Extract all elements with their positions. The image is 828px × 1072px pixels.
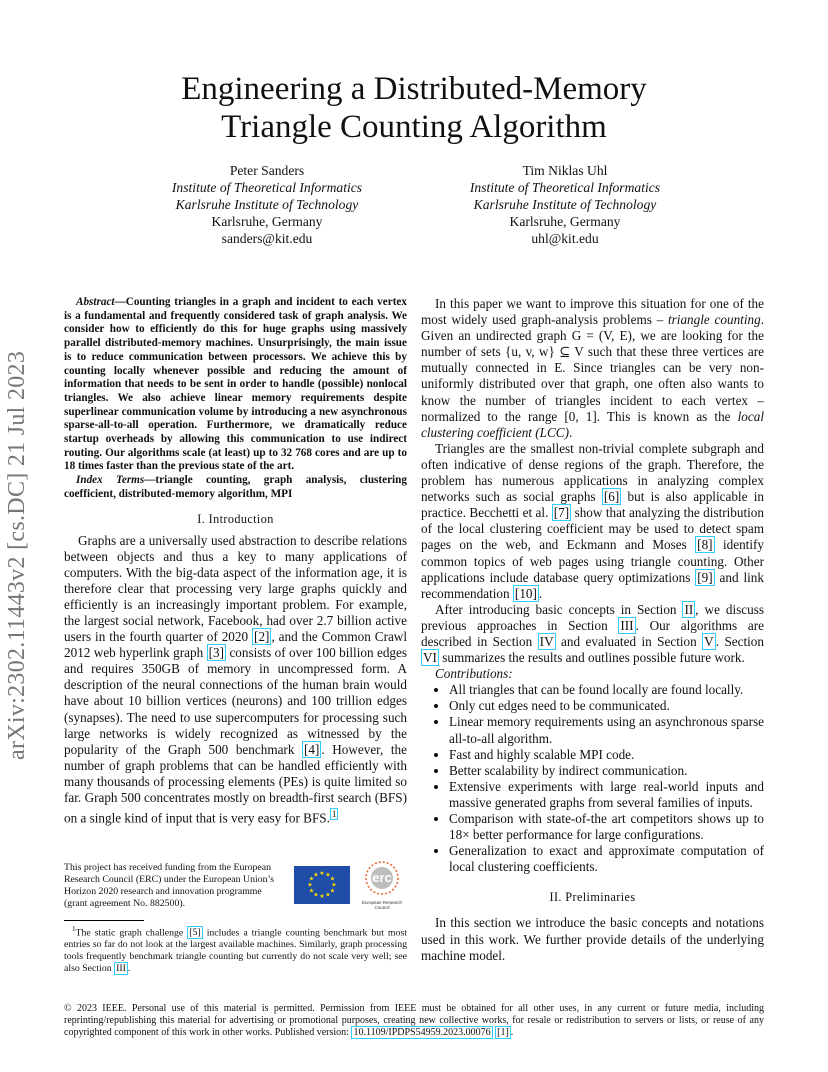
emphasis-text: local clustering coefficient (LCC) [421, 408, 764, 440]
footnote-text: includes a triangle counting benchmark but most entries so far do not look at the largest available machines. Similarly, graph processing tools frequently benchmark triangle counting but currently do not scale very well; see also Section [64, 927, 407, 974]
author-block-1 [117, 162, 417, 247]
body-text: . Section [715, 633, 764, 649]
list-item: • Linear memory requirements using an asynchronous sparse all-to-all algorithm. [449, 714, 764, 746]
author-location: Karlsruhe, Germany [211, 214, 323, 229]
contributions-label: Contributions: [435, 666, 513, 682]
footnote-text: . [127, 962, 131, 974]
body-text: Triangles are the smallest non-trivial complete subgraph and often indicative of dense regions of the graph. Therefore, the problem has numerous applications in analyzing complex networks such as social graphs [421, 440, 764, 505]
body-text: identify common topics of web pages using triangle counting. Other applications include database query optimizations [421, 537, 764, 585]
list-item: • Fast and highly scalable MPI code. [449, 747, 764, 763]
body-text: After introducing basic concepts in Section [435, 601, 683, 617]
body-text: . [568, 424, 573, 440]
footnote-rule [64, 920, 144, 921]
body-text: and evaluated in Section [555, 633, 703, 649]
emphasis-text: triangle counting [668, 312, 761, 328]
list-item: • Comparison with state-of-the art competitors shows up to 18× better performance for large configurations. [449, 811, 764, 843]
list-item: • Better scalability by indirect communication. [449, 763, 764, 779]
body-text: consists of over 100 billion edges and requires 350GB of memory in uncompressed form. A description of the neural connections of the human brain would have about 10 billion vertices (neurons) and 100 trillion edges (synapses). The need to use supercomputers for processing such large networks is widely recognized as witnessed by the popularity of the Graph 500 benchmark [64, 645, 407, 757]
svg-text:★: ★ [331, 881, 337, 889]
citation-link[interactable]: [8] [697, 537, 713, 553]
section-link[interactable]: V [704, 633, 714, 649]
body-text: . Our algorithms are described in Section [421, 617, 764, 649]
section-heading: I. Introduction [197, 511, 274, 526]
erc-logo-text: erc [372, 870, 392, 885]
contributions-list [421, 682, 764, 875]
citation-link[interactable]: [7] [553, 505, 570, 521]
body-text: show that analyzing the distribution of the local clustering coefficient may be used to detect spam pages on the web, and Eckmann and Moses [421, 505, 764, 553]
author-affiliation: Institute of Theoretical Informatics [469, 180, 661, 195]
body-text: but is also applicable in practice. Becchetti et al. [421, 489, 764, 521]
copyright-text: . [510, 1027, 514, 1038]
section-link[interactable]: II [684, 601, 694, 617]
svg-text:★: ★ [308, 887, 315, 895]
footnote [64, 924, 407, 975]
body-text: . Given an undirected graph G = (V, E), we are looking for the number of sets {u, v, w} ⊆ V such that these three vertices are mutually connected in E. Since triangles can be very non-uniformly distributed over that graph, one often also wants to know the number of triangles incident to each vertex – normalized to the range [0, 1]. This is known as the [421, 312, 764, 424]
abstract-text: —Counting triangles in a graph and incident to each vertex is a fundamental and frequently considered task of graph analysis. We consider how to efficiently do this for huge graphs using massively parallel distributed-memory machines. Unsurprisingly, the main issue is to reduce communication between processors. We achieve this by counting locally whenever possible and reducing the amount of information that needs to be sent in order to handle (possible) nonlocal triangles. We also achieve linear memory requirements despite superlinear communication volume by introducing a new asynchronous sparse-all-to-all operation. Furthermore, we dramatically reduce startup overheads by allowing this communication to use indirect routing. Our algorithms scale (at least) up to 32 768 cores and are up to 18 times faster than the previous state of the art. [64, 296, 407, 473]
citation-link[interactable]: [3] [208, 645, 225, 661]
section-link[interactable]: IV [539, 633, 554, 649]
svg-text:★: ★ [319, 870, 325, 877]
body-text: summarizes the results and outlines possible future work. [438, 650, 745, 666]
author-affiliation: Institute of Theoretical Informatics [171, 180, 363, 195]
list-item: • All triangles that can be found locally are found locally. [449, 682, 764, 698]
doi-link[interactable]: 10.1109/IPDPS54959.2023.00076 [353, 1027, 491, 1038]
list-item: • Only cut edges need to be communicated. [449, 698, 764, 714]
body-text: . [538, 585, 543, 601]
footnote-mark: 1 [72, 925, 76, 933]
index-terms-label: Index Terms [76, 474, 145, 487]
left-column [64, 296, 407, 827]
intro-paragraph [64, 533, 407, 827]
author-email: sanders@kit.edu [221, 231, 313, 246]
body-text: and link recommendation [421, 569, 764, 601]
citation-link[interactable]: [2] [254, 629, 270, 645]
svg-text:★: ★ [329, 887, 336, 895]
section-link[interactable]: III [620, 617, 634, 633]
eu-stars-icon [294, 866, 350, 904]
right-column [421, 296, 764, 964]
citation-link[interactable]: [9] [697, 569, 713, 585]
svg-text:★: ★ [308, 875, 315, 883]
author-block-2 [415, 162, 715, 247]
citation-link[interactable]: [10] [514, 585, 537, 601]
abstract-label: Abstract [76, 296, 115, 308]
author-affiliation: Karlsruhe Institute of Technology [175, 197, 359, 212]
body-text: , and the Common Crawl 2012 web hyperlink graph [64, 629, 407, 661]
citation-link[interactable]: [4] [303, 741, 320, 757]
author-location: Karlsruhe, Germany [509, 214, 621, 229]
footnote-text: The static graph challenge [75, 927, 188, 939]
body-text: , we discuss previous approaches in Section [421, 601, 764, 633]
citation-link[interactable]: [5] [189, 927, 201, 939]
copyright-text: © 2023 IEEE. Personal use of this material is permitted. Permission from IEEE must be obtained for all other uses, in any current or future media, including reprinting/republishing this material for advertising or promotional purposes, creating new collective works, for resale or redistribution to servers or lists, or reuse of any copyrighted component of this work in other works. Published version: [64, 1003, 764, 1038]
copyright-notice [64, 1003, 764, 1039]
author-affiliation: Karlsruhe Institute of Technology [473, 197, 657, 212]
index-terms-text: —triangle counting, graph analysis, clustering coefficient, distributed-memory algorithm, MPI [64, 474, 407, 500]
abstract [64, 296, 407, 502]
svg-text:★: ★ [329, 875, 336, 883]
arxiv-stamp: arXiv:2302.11443v2 [cs.DC] 21 Jul 2023 [4, 350, 30, 760]
svg-text:★: ★ [313, 891, 319, 899]
citation-link[interactable]: [1] [497, 1027, 509, 1038]
svg-text:★: ★ [307, 881, 313, 889]
erc-logo [356, 860, 408, 912]
body-text: . However, the number of graph problems that can be handled efficiently with many thousands of processing elements (PEs) is quite limited so far. Graph 500 concentrates mostly on breadth-first search (BFS) on a single kind of input that is very easy for BFS. [64, 741, 408, 826]
author-email: uhl@kit.edu [531, 231, 599, 246]
list-item: • Generalization to exact and approximate computation of local clustering coefficients. [449, 843, 764, 875]
eu-flag-icon [294, 866, 350, 904]
body-text: In this section we introduce the basic concepts and notations used in this work. We further provide details of the underlying machine model. [421, 915, 764, 963]
paper-title [0, 70, 828, 146]
svg-text:★: ★ [325, 871, 331, 879]
erc-caption: European Research Council [361, 900, 403, 910]
svg-text:★: ★ [325, 891, 331, 899]
title-line-1: Engineering a Distributed-Memory [181, 71, 647, 107]
citation-link[interactable]: [6] [603, 489, 620, 505]
section-heading: II. Preliminaries [549, 890, 636, 905]
author-name: Tim Niklas Uhl [522, 163, 608, 178]
footnote-link[interactable]: 1 [331, 809, 337, 820]
body-text: Graphs are a universally used abstraction to describe relations between objects and thus a key to many applications of computers. With the big-data aspect of the information age, it is therefore clear that processing very large graphs quickly and efficiently is an increasingly important problem. For example, the largest social network, Facebook, had over 2.7 billion active users in the fourth quarter of 2020 [64, 532, 407, 645]
svg-text:★: ★ [313, 871, 319, 879]
section-link[interactable]: VI [423, 650, 437, 666]
svg-text:★: ★ [319, 893, 325, 900]
funding-note: This project has received funding from the European Research Council (ERC) under the European Union’s Horizon 2020 research and innovation programme (grant agreement No. 882500). [64, 862, 275, 909]
list-item: • Extensive experiments with large real-world inputs and massive generated graphs from several families of inputs. [449, 779, 764, 811]
author-name: Peter Sanders [229, 163, 305, 178]
body-text: In this paper we want to improve this situation for one of the most widely used graph-analysis problems – [421, 296, 764, 328]
title-line-2: Triangle Counting Algorithm [221, 109, 607, 145]
section-link[interactable]: III [116, 962, 126, 974]
